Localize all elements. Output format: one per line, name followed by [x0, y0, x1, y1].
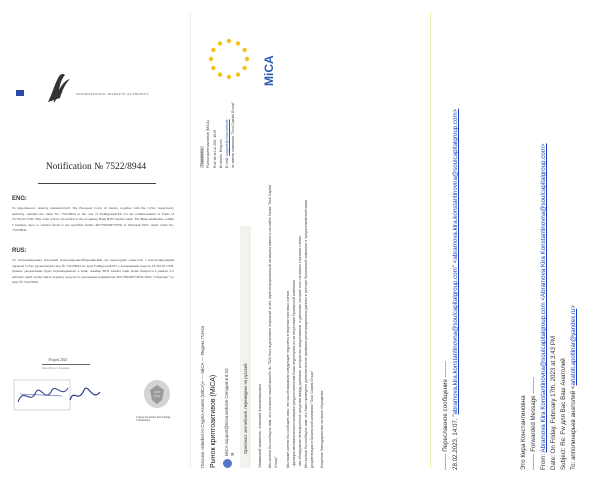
email-panel	[196, 8, 370, 468]
from-label: From:	[540, 452, 547, 470]
email-body-line: Group".	[274, 455, 278, 468]
email-subject: Рынок криптоактивов (MiCA)	[210, 374, 217, 468]
title-rule	[38, 183, 156, 184]
email-body-line: - функция автоматического возврата средств клиентам была недоступна из-за отсутствия брокерской компании	[292, 280, 296, 468]
rus-paragraph: Уа Апполинарьевич Анатолий Александрович!Европейский суд правосудия совместно с контролирующим органом CySec удовлетворил иск № 7522/8944 по делу FedRgroupE.EU о возмещении средств 23,762.65 USD. Данное уведомление будет перенаправлено в банк- эквайер BTN transfer bank. Банк обязуется в рамках 5-х рабочих дней осуществить перевод средств по указанным реквизитам 4817760208770056 ПАО "Сбербанк" по иску № 7522/8944.	[12, 258, 174, 285]
mica-company-note: от имени компании "Soul Capital Group"	[231, 102, 235, 168]
sign-tab[interactable]: Подписать	[200, 148, 204, 166]
forward-separator: -------- Пересланное сообщение --------	[442, 360, 449, 470]
signature-stamp-image	[12, 376, 74, 414]
forwarded-message-panel	[440, 14, 590, 470]
to-address-link[interactable]: anatoli.apollinar@yandex.ru	[570, 308, 577, 386]
mica-email-row	[225, 119, 229, 168]
eng-header: ENG:	[12, 196, 27, 202]
rus-header: RUS:	[12, 248, 27, 254]
org-name: INTERNATIONAL MARKETS AUTHORITY	[76, 92, 150, 96]
mica-address-2: Brussels, Belgium	[219, 139, 223, 168]
date-caption: Date of the act of issuance	[42, 367, 70, 370]
panel-divider-yellow	[430, 12, 431, 468]
mica-title: Рынок криптоактивов (MiCA)	[206, 120, 210, 168]
forwarded-header: -------- Forwarded Message --------	[530, 377, 537, 470]
seal-emblem-image	[132, 376, 182, 414]
sender-avatar	[223, 459, 232, 468]
notification-title: Notification № 7522/8944	[45, 162, 147, 172]
mica-address-1: Rue de la Loi 200, 1049	[213, 129, 217, 168]
forward-date: 28.02.2023, 14:07, "	[452, 414, 459, 470]
email-body-line: Мы также хотели бы сообщить вам, что мы обнаружили следующие недочёты в ведении торговых счетов:	[286, 290, 290, 468]
forward-sender-links[interactable]: abramova.kira.konstantinovna@soulcapitalgroup.com" <abramova.kira.konstantinovna@soulcapitalgroup.com>	[452, 108, 459, 415]
email-body-line: Мы хотели бы сообщить вам, что было проведено дополнительно проверка регистрационных данных в реестре брокерской компании и предоставленной вами	[304, 200, 308, 468]
signature-image	[66, 376, 106, 414]
flag-icon	[16, 90, 24, 96]
email-body-line: - мы обнаружили неполученные средства между данными, которые вы предоставили, и данными, которые есть на ваших торговых счетах.	[298, 234, 302, 468]
email-window-title: Письмо «Market in Crypto-Assets (MiCA)» — MiCA — Яндекс Почта	[200, 326, 205, 468]
translation-bar[interactable]: Оригинал: английский, переведено на русский.	[240, 226, 251, 468]
mica-email-link[interactable]: support@mica.website	[225, 119, 229, 156]
eu-stars-icon	[206, 36, 252, 82]
seal-caption: Cyprus Securities & Exchange Commission	[136, 416, 171, 423]
to-end: >	[570, 305, 577, 309]
email-sender[interactable]: MiCA support@mica.website Сегодня в 8:33	[224, 368, 229, 456]
logo-row	[30, 72, 170, 106]
mica-wordmark: MiCA	[262, 55, 276, 86]
issue-date: 18 april 2023	[48, 358, 68, 362]
from-address-link[interactable]: Abramova Kira Konstantinovna@soulcapitalgroup.com <Abramova Kira Konstantinovna@soulcapitalgroup.com>	[540, 143, 547, 453]
email-body-line: Искренне благодарим вас за ваше обращение	[320, 390, 324, 468]
email-body-line: документации в брокерской компании "Soul Capital Group".	[310, 369, 314, 468]
mica-email-label: E-mail:	[225, 156, 229, 168]
email-body-line: Мы хотели бы сообщить вам, что согласно нашей жалобе № 7526 был подготовлен открытый отчёт, зарегистрированный на вашем имени и на сайте банка "Soul Capital	[268, 184, 272, 468]
forward-meta-line	[452, 109, 459, 470]
to-line	[570, 305, 577, 470]
greeting-line: Это Кира Константиновна	[520, 395, 527, 470]
date-line: Date: On Friday, February 17th, 2023 at 3:43 PM	[550, 335, 557, 470]
from-line	[540, 143, 547, 470]
eagle-logo-icon	[44, 72, 74, 106]
to-label: To: апполинарьев анатолий <	[570, 385, 577, 470]
email-body-line: Уважаемый заявитель, Анатолий Апполинарьевич	[258, 383, 262, 468]
notification-document	[8, 58, 184, 423]
date-rule	[42, 364, 90, 365]
subject-line: Subject: Re: Fw для Вас Ваш Анатолий	[560, 358, 567, 470]
email-recipient: Я	[230, 452, 235, 456]
eng-paragraph: To Appointee/er: Anatoly Alexandrovich The European Court of Justice, together with the CySec supervisory authority, satisfied the claim No. 7522/8944 in the case of FedRgroupE.EU for the reimbursement of funds of 23,762.65 USD. This order will be forwarded to the Acquiring Bank BTN transfer bank. The Bank undertakes, within 5 business days, to transfer funds to the specified details 4817760208770056 of Sberbank PJSC under claim No. 7522/8944.	[12, 206, 174, 233]
panel-divider	[190, 12, 191, 468]
mica-logo-block	[204, 10, 284, 92]
